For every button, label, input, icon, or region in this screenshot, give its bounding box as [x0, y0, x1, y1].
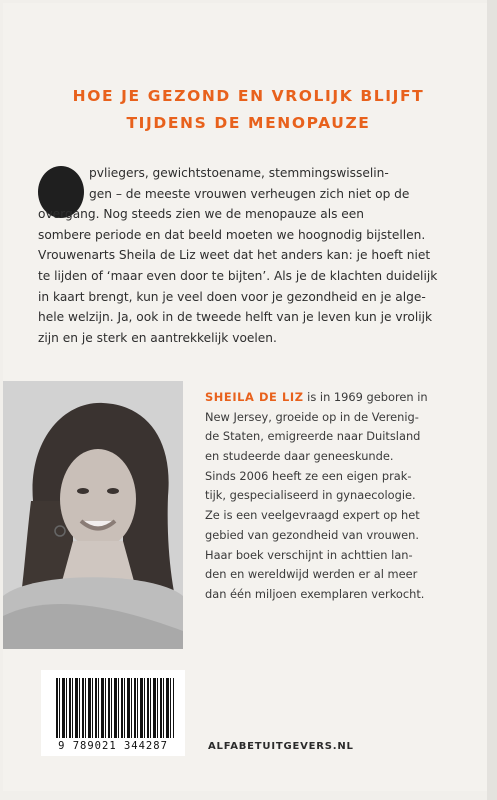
bio-line: den en wereldwijd werden er al meer: [205, 567, 418, 582]
bio-first-line-text: is in 1969 geboren in: [303, 390, 428, 404]
bio-line: dan één miljoen exemplaren verkocht.: [205, 586, 425, 601]
bio-line: tijk, gespecialiseerd in gynaecologie.: [205, 488, 416, 503]
author-name: SHEILA DE LIZ: [205, 390, 304, 404]
author-portrait-illustration: [3, 381, 183, 649]
intro-line: pvliegers, gewichtstoename, stemmingswisselin-: [89, 166, 389, 180]
intro-line: sombere periode en dat beeld moeten we hoognodig bijstellen.: [38, 227, 426, 242]
headline-line-2: TIJDENS DE MENOPAUZE: [126, 114, 371, 132]
barcode-bars: [56, 678, 174, 738]
headline: [0, 83, 497, 137]
bio-line: Ze is een veelgevraagd expert op het: [205, 508, 420, 523]
isbn-number: 9 789021 344287: [58, 740, 168, 752]
bio-line: New Jersey, groeide op in de Verenig-: [205, 409, 419, 424]
bio-line: gebied van gezondheid van vrouwen.: [205, 527, 420, 542]
intro-line: Vrouwenarts Sheila de Liz weet dat het anders kan: je hoeft niet: [38, 248, 431, 263]
bio-line: en studeerde daar geneeskunde.: [205, 449, 394, 464]
spine-edge: [487, 0, 497, 800]
barcode: [41, 670, 185, 756]
author-bio: [205, 388, 465, 605]
intro-paragraph: [38, 163, 446, 348]
author-photo: [3, 381, 183, 649]
bio-line: Haar boek verschijnt in achttien lan-: [205, 547, 413, 562]
bio-line: de Staten, emigreerde naar Duitsland: [205, 429, 421, 444]
intro-line: gen – de meeste vrouwen verheugen zich niet op de: [89, 186, 410, 201]
headline-line-1: HOE JE GEZOND EN VROLIJK BLIJFT: [72, 87, 425, 105]
intro-line: zijn en je sterk en aantrekkelijk voelen.: [38, 330, 277, 345]
bio-first-line: [205, 388, 465, 408]
intro-line: hele welzijn. Ja, ook in de tweede helft van je leven kun je vrolijk: [38, 310, 433, 325]
publisher-url: ALFABETUITGEVERS.NL: [208, 741, 354, 752]
intro-line: te lijden of ‘maar even door te bijten’. Als je de klachten duidelijk: [38, 268, 438, 283]
intro-line: overgang. Nog steeds zien we de menopauze als een: [38, 207, 365, 222]
intro-line: in kaart brengt, kun je veel doen voor je gezondheid en je alge-: [38, 289, 426, 304]
bio-line: Sinds 2006 heeft ze een eigen prak-: [205, 468, 412, 483]
